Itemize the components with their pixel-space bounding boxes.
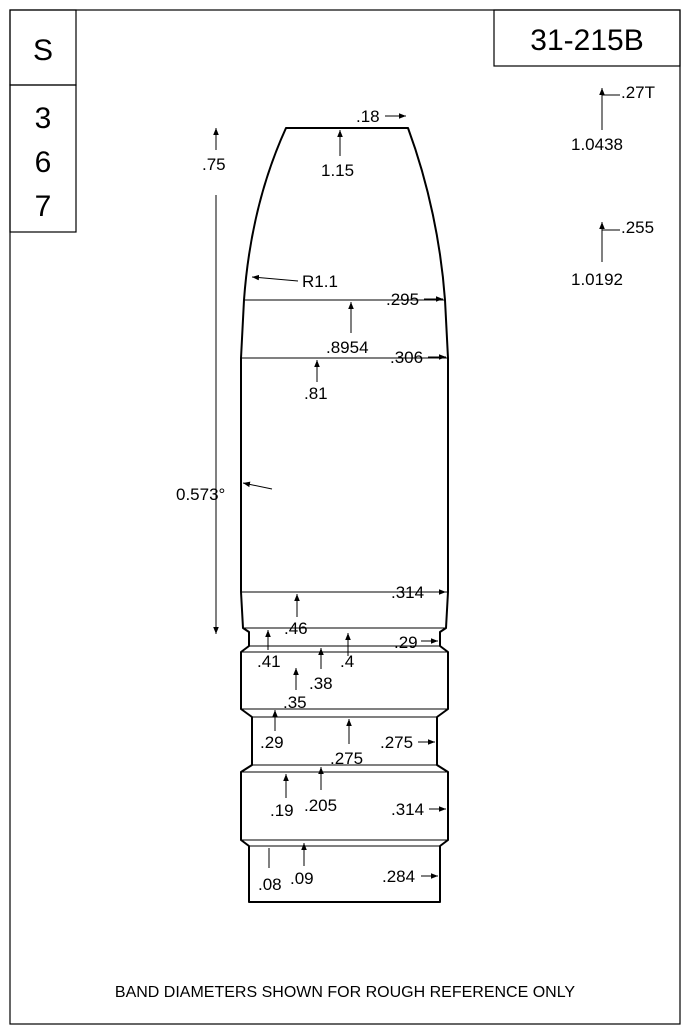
footer-note: BAND DIAMETERS SHOWN FOR ROUGH REFERENCE ONLY [114, 984, 576, 1001]
groove1-top-label: .41 [257, 652, 281, 671]
ogive-radius-leader [252, 277, 298, 281]
ogive-offset-label: .75 [202, 155, 226, 174]
groove1-diameter-label: .29 [394, 633, 418, 652]
band2-top-label: .205 [304, 796, 338, 815]
ogive-radius-label: R1.1 [302, 272, 338, 291]
heel-bottom-label: .08 [258, 875, 282, 894]
series-letter: S [32, 34, 54, 67]
side-note-lower-value: .255 [621, 218, 655, 237]
caliber-digit-1: 3 [34, 102, 52, 135]
body-diameter-label: .314 [391, 583, 425, 602]
side-note-upper-value: .27T [621, 83, 656, 102]
heel-diameter-label: .284 [382, 867, 416, 886]
groove1-bottom-label: .4 [340, 652, 355, 671]
transition-diameter-label: .306 [390, 348, 424, 367]
caliber-digit-3: 7 [34, 190, 52, 223]
nose-length-label: 1.15 [321, 161, 355, 180]
part-number: 31-215B [530, 24, 644, 57]
groove2-bottom-label: .275 [330, 749, 364, 768]
transition-length-label: .81 [304, 384, 328, 403]
ogive-end-diameter-label: .295 [386, 290, 420, 309]
meplat-diameter-label: .18 [356, 107, 380, 126]
heel-top-label: .09 [290, 869, 314, 888]
band2-diameter-label: .314 [391, 800, 425, 819]
side-note-lower-reference: 1.0192 [571, 270, 623, 289]
band2-bottom-label: .19 [270, 801, 294, 820]
taper-angle-label: 0.573° [176, 485, 226, 504]
groove2-top-label: .29 [260, 733, 284, 752]
band1-bottom-label: .35 [283, 693, 307, 712]
side-note-lower [571, 218, 654, 289]
side-note-upper [571, 83, 655, 154]
band1-top-label: .38 [309, 674, 333, 693]
taper-leader [243, 483, 272, 489]
groove2-diameter-label: .275 [380, 733, 414, 752]
body-length-label: .46 [284, 619, 308, 638]
bullet-outline [241, 128, 448, 902]
side-note-upper-reference: 1.0438 [571, 135, 623, 154]
bearing-start-label: .8954 [326, 338, 369, 357]
caliber-digit-2: 6 [34, 146, 52, 179]
